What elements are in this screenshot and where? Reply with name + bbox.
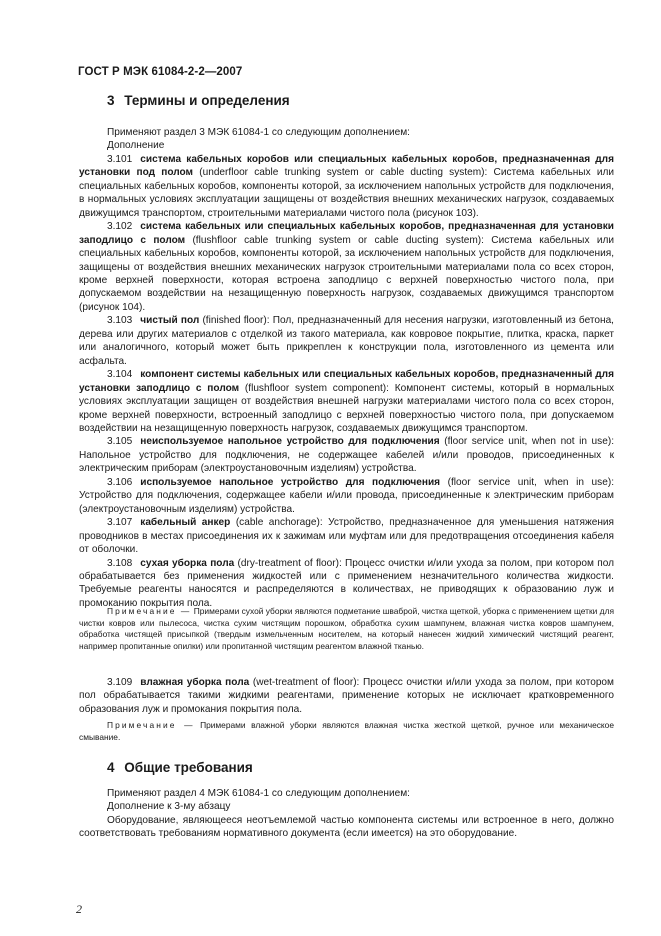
- definition-3-107: [79, 516, 614, 556]
- definition-3-109-block: [79, 676, 614, 716]
- definition-3-109: [79, 676, 614, 716]
- definition-text: (cable anchorage): Устройство, предназначенное для уменьшения натяжения проводников в местах присоединения их к зажимам или муфтам или для предотвращения отсоединения кабеля от оболочки.: [79, 517, 614, 556]
- section-3-body: [79, 126, 614, 610]
- definition-3-101: [79, 153, 614, 220]
- definition-text: (finished floor): Пол, предназначенный для несения нагрузки, изготовленный из бетона, дерева или других материалов с отделкой из такого материала, как ковровое покрытие, плитка, краска, паркет или аналогичного, который может быть прикреплен к конструкции пола, изготовленного из цемента или асфальта.: [79, 315, 614, 367]
- term: компонент системы кабельных или специальных кабельных коробов, предназначенный для установки заподлицо с полом: [79, 369, 614, 394]
- definition-number: 3.108: [107, 557, 133, 569]
- definition-number: 3.109: [107, 677, 133, 688]
- definition-text: (flushfloor cable trunking system or cable ducting system): Система кабельных или специальных кабельных коробов, компоненты которой, за исключением напольных устройств для подключения, защищены от воздействия внешних механических нагрузок строительными материалами пола со всех сторон, кроме верхней поверхности, которая встроена заподлицо с верхней поверхностью чистого пола, при допускаемом воздействии на незащищенную поверхность нагрузок, создаваемых движущимся транспортом (рисунок 104).: [79, 234, 614, 313]
- definition-text: (flushfloor system component): Компонент системы, который в нормальных условиях эксплуатации защищен от воздействия внешней нагрузки материалами чистого пола со всех сторон, кроме верхней поверхности, встроенный заподлицо с верхней поверхностью чистого пола, при допускаемом воздействии на незащищенную поверхность нагрузок, создаваемых движущимся транспортом.: [79, 382, 614, 434]
- addition-label: Дополнение к 3-му абзацу: [107, 801, 231, 813]
- term: чистый пол: [140, 315, 200, 327]
- definition-number: 3.106: [107, 476, 133, 488]
- definition-text: (underfloor cable trunking system or cable ducting system): Система кабельных или специальных кабельных коробов, компоненты которой, за исключением напольных устройств для подключения, в нормальных условиях эксплуатации защищены от воздействия внешних механических нагрузок, создаваемых движущимся транспортом, строительными материалами чистого пола (рисунок 103).: [79, 167, 614, 219]
- definition-text: (wet-treatment of floor): Процесс очистки и/или ухода за полом, при котором пол обрабатывается такими жидкими реагентами, применение которых не исключает кратковременного образования луж и промокания покрытия пола.: [79, 677, 614, 715]
- definition-text: (floor service unit, when in use): Устройство для подключения, содержащее кабели и/или провода, присоединенные к электрическим приборам (электроустановочным изделиям) устройства.: [79, 476, 614, 515]
- requirement-text: Оборудование, являющееся неотъемлемой частью компонента системы или встроенное в него, должно соответствовать требованиям нормативного документа (если имеется) на это оборудование.: [79, 814, 614, 840]
- definition-3-103: [79, 314, 614, 368]
- definition-number: 3.103: [107, 315, 133, 327]
- definition-text: (floor service unit, when not in use): Напольное устройство для подключения, не содержащее кабелей и/или проводов, присоединенных к электрическим приборам (электроустановочным изделиям) устройства.: [79, 436, 614, 475]
- definition-text: (dry-treatment of floor): Процесс очистки и/или ухода за полом, при котором пол обрабатывается без применения жидкостей или с применением незначительного количества жидкости. Требуемые реагенты наносятся и распределяются в количествах, не приводящих к образованию луж и промоканию покрытия пола.: [79, 557, 614, 609]
- definition-3-108: [79, 557, 614, 611]
- note-text: Примерами сухой уборки являются подметание шваброй, чистка щеткой, уборка с применением щетки для чистки ковров или пылесоса, чистка сухим чистящим порошком, обработка сухим шампунем, влажная чистка ковров шампунем, обработка чистящей присыпкой (твердым измельченным носителем, на который нанесен жидкий химический чистящий реагент, например пропитанные опилки) или пропитанной чистящим реагентом влажной тканью.: [79, 606, 614, 651]
- definition-number: 3.104: [107, 369, 133, 381]
- term: неиспользуемое напольное устройство для подключения: [140, 436, 440, 448]
- document-header: ГОСТ Р МЭК 61084-2-2—2007: [78, 66, 243, 78]
- section-intro: Применяют раздел 3 МЭК 61084-1 со следующим дополнением:: [107, 127, 410, 138]
- term: используемое напольное устройство для подключения: [140, 476, 441, 488]
- note-wet-treatment: [79, 720, 614, 743]
- note-dry-treatment: [79, 606, 614, 652]
- note-label: Примечание —: [107, 606, 192, 616]
- definition-3-102: [79, 220, 614, 314]
- term: система кабельных или специальных кабельных коробов, предназначенная для установки заподлицо с полом: [79, 221, 614, 246]
- definition-number: 3.105: [107, 436, 133, 448]
- definition-number: 3.101: [107, 153, 133, 165]
- term: кабельный анкер: [140, 517, 231, 529]
- term: система кабельных коробов или специальных кабельных коробов, предназначенная для установки под полом: [79, 153, 614, 179]
- term: сухая уборка пола: [140, 557, 235, 569]
- note-text: Примерами влажной уборки являются влажная чистка жесткой щеткой, ручное или механическое смывание.: [79, 720, 614, 742]
- definition-number: 3.102: [107, 221, 133, 233]
- addition-label: Дополнение: [107, 140, 165, 152]
- page-number: 2: [76, 902, 82, 916]
- definition-number: 3.107: [107, 517, 133, 529]
- section-number: 3: [107, 93, 115, 108]
- section-intro: Применяют раздел 4 МЭК 61084-1 со следующим дополнением:: [107, 788, 410, 799]
- note-label: Примечание —: [107, 720, 195, 730]
- section-title: Термины и определения: [124, 93, 290, 108]
- section-4-body: [79, 787, 614, 841]
- section-title: Общие требования: [124, 760, 253, 775]
- definition-3-104: [79, 368, 614, 435]
- definition-3-106: [79, 476, 614, 516]
- term: влажная уборка пола: [140, 677, 250, 688]
- definition-3-105: [79, 435, 614, 475]
- section-number: 4: [107, 760, 115, 775]
- section-3-heading: [107, 93, 290, 108]
- section-4-heading: [107, 760, 253, 775]
